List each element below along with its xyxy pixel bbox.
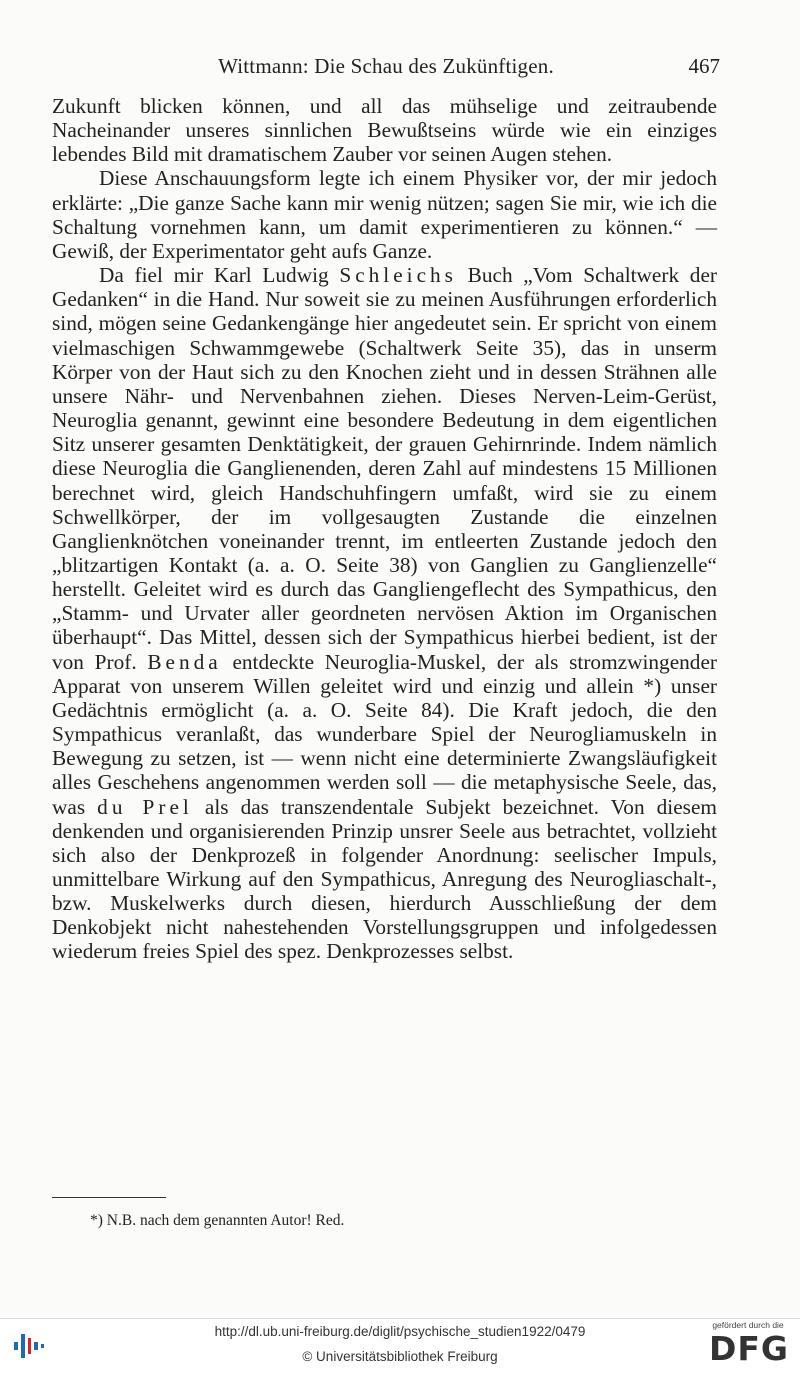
dfg-caption: gefördert durch die <box>712 1320 784 1330</box>
paragraph-3 <box>52 263 717 964</box>
source-url[interactable]: http://dl.ub.uni-freiburg.de/diglit/psychische_studien1922/0479 <box>214 1324 586 1339</box>
paragraph-1: Zukunft blicken können, und all das mühselige und zeitraubende Nacheinander unseres sinnlichen Bewußtseins würde wie ein einziges lebendes Bild mit dramatischem Zauber vor seinen Augen stehen. <box>52 94 717 167</box>
dfg-logo: DFG <box>708 1329 790 1368</box>
footnote: *) N.B. nach dem genannten Autor! Red. <box>90 1212 345 1229</box>
copyright-notice: © Universitätsbibliothek Freiburg <box>302 1349 498 1364</box>
body-text <box>52 94 717 964</box>
author-name-schleich: Schleichs <box>339 263 457 288</box>
paragraph-2: Diese Anschauungsform legte ich einem Physiker vor, der mir jedoch erklärte: „Die ganze Sache kann mir wenig nützen; sagen Sie mir, wie ich die Schaltung vornehmen kann, um damit experimentieren zu können.“ — Gewiß, der Experimentator geht aufs Ganze. <box>52 166 717 263</box>
author-name-benda: Benda <box>147 649 222 674</box>
paragraph-3-part-2: Buch „Vom Schaltwerk der Gedanken“ in die Hand. Nur soweit sie zu meinen Ausführungen erforderlich sind, mögen seine Gedankengänge hier angedeutet sein. Er spricht von einem vielmaschigen Schwammgewebe (Schaltwerk Seite 35), das in unserm Körper von der Haut sich zu den Knochen zieht und in dessen Strähnen alle unsere Nähr- und Nervenbahnen ziehen. Dieses Nerven-Leim-Gerüst, Neuroglia genannt, gewinnt eine besondere Bedeutung in dem eigentlichen Sitz unserer gesamten Denktätigkeit, der grauen Gehirnrinde. Indem nämlich diese Neuroglia die Ganglienenden, deren Zahl auf mindestens 15 Millionen berechnet wird, gleich Handschuhfingern umfaßt, wird sie zu einem Schwellkörper, der im vollgesaugten Zustande die einzelnen Ganglienknötchen voneinander trennt, im entleerten Zustande jedoch den „blitzartigen Kontakt (a. a. O. Seite 38) von Ganglien zu Ganglienzelle“ herstellt. Geleitet wird es durch das Gangliengeflecht des Sympathicus, den „Stamm- und Urvater aller geordneten nervösen Aktion im Organischen überhaupt“. Das Mittel, dessen sich der Sympathicus hierbei bedient, ist der von Prof. <box>52 263 717 674</box>
running-head <box>52 54 720 84</box>
footnote-rule <box>52 1197 166 1198</box>
running-title: Wittmann: Die Schau des Zukünftigen. <box>218 54 554 78</box>
paragraph-3-part-4: als das transzendentale Subjekt bezeichnet. Von diesem denkenden und organisierenden Prinzip unsrer Seele aus betrachtet, vollzieht sich also der Denkprozeß in folgender Anordnung: seelischer Impuls, unmittelbare Wirkung auf den Sympathicus, Anregung des Neurogliaschalt-, bzw. Muskelwerks durch diesen, hierdurch Ausschließung der dem Denkobjekt nicht nahestehenden Vorstellungsgruppen und infolgedessen wiederum freies Spiel des spez. Denkprozesses selbst. <box>52 794 717 964</box>
page-number: 467 <box>688 54 720 78</box>
paragraph-3-part-1: Da fiel mir Karl Ludwig <box>99 263 340 288</box>
author-name-du-prel: du Prel <box>97 794 193 819</box>
paragraph-3-part-3: entdeckte Neuroglia-Muskel, der als stromzwingender Apparat von unserem Willen geleitet wird und einzig und allein *) unser Gedächtnis ermöglicht (a. a. O. Seite 84). Die Kraft jedoch, die den Sympathicus veranlaßt, das wunderbare Spiel der Neurogliamuskeln in Bewegung zu setzen, ist — wenn nicht eine determinierte Zwangsläufigkeit alles Geschehens angenommen werden soll — die metaphysische Seele, das, was <box>52 649 717 819</box>
